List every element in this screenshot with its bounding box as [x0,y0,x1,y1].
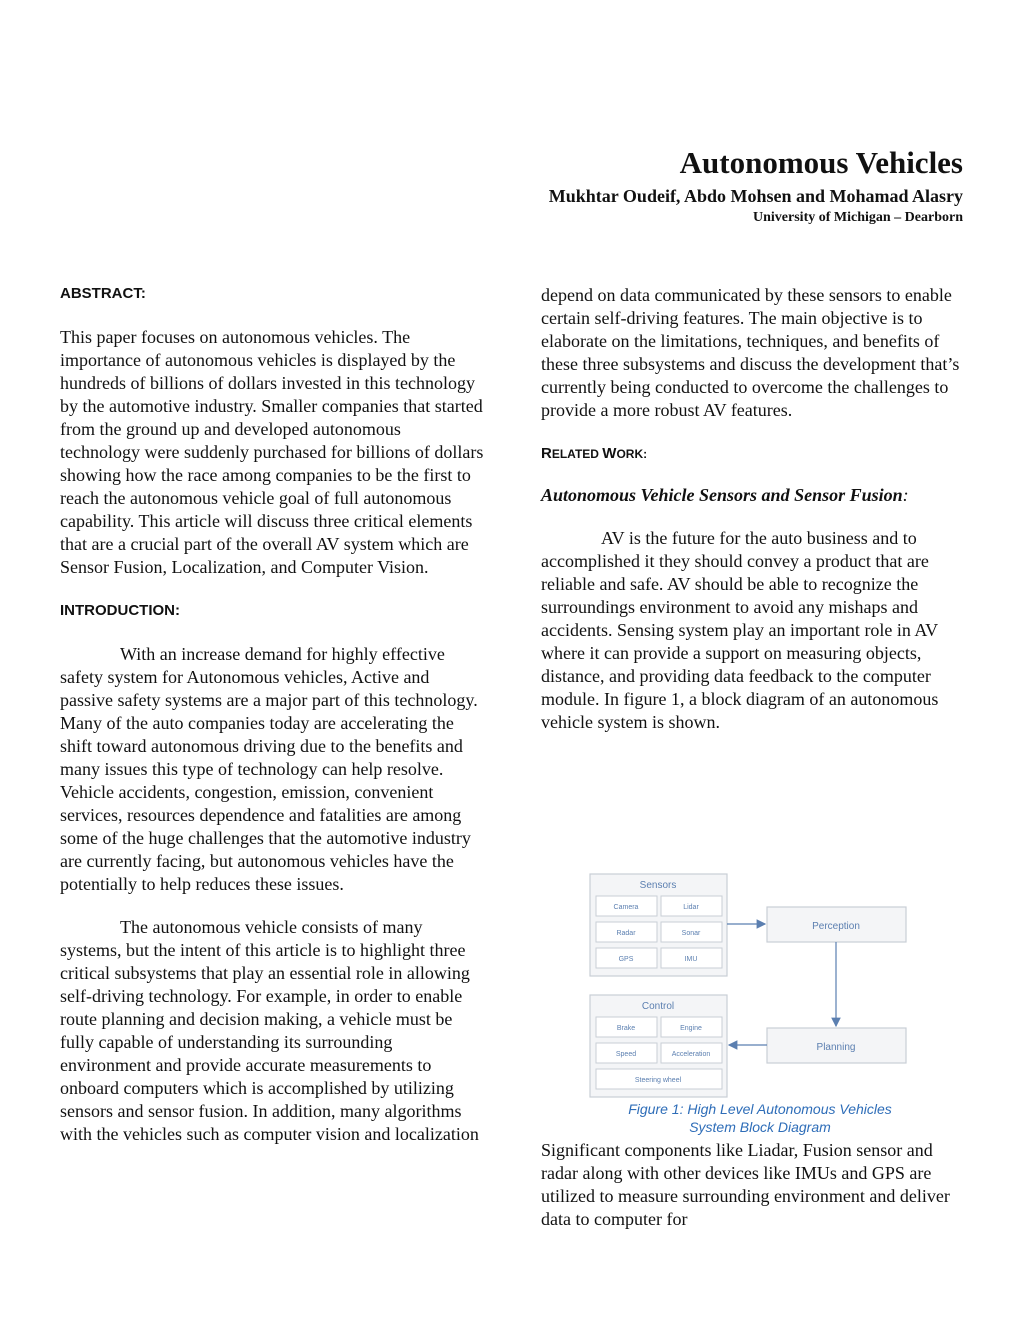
introduction-heading: INTRODUCTION: [60,602,180,619]
sensor-label-lidar: Lidar [683,904,699,911]
control-label-acceleration: Acceleration [671,1051,711,1058]
control-label-steering-wheel: Steering wheel [634,1077,682,1084]
figure-caption-line-2: System Block Diagram [689,1119,831,1135]
right-column [541,284,966,734]
sensors-group-title: Sensors [639,880,677,891]
figure-caption-line-1: Figure 1: High Level Autonomous Vehicles [628,1101,892,1117]
sensor-fusion-subheading: Autonomous Vehicle Sensors and Sensor Fusion: [541,485,909,505]
paper-affiliation: University of Michigan – Dearborn [753,210,963,225]
paper-title: Autonomous Vehicles [679,145,963,180]
control-group-title: Control [641,1001,675,1012]
perception-label: Perception [812,921,860,932]
sensor-label-radar: Radar [616,930,636,937]
control-label-brake: Brake [616,1025,636,1032]
sensor-label-imu: IMU [684,956,698,963]
related-work-paragraph-1: AV is the future for the auto business and to accomplished it they should convey a product that are reliable and safe. AV should be able to recognize the surroundings environment to avoid any mishaps and accidents. Sensing system play an important role in AV where it can provide a support on measuring objects, distance, and providing data feedback to the computer module. In figure 1, a block diagram of an autonomous vehicle system is shown. [541,528,939,732]
control-label-engine: Engine [680,1025,702,1032]
sensor-label-sonar: Sonar [681,930,701,937]
introduction-paragraph-2: The autonomous vehicle consists of many systems, but the intent of this article is to highlight three critical subsystems that play an essential role in allowing self-driving technology. For example, in order to enable route planning and decision making, a vehicle must be fully capable of understanding its surrounding environment and provide accurate measurements to onboard computers which is accomplished by utilizing sensors and sensor fusion. In addition, many algorithms with the vehicles such as computer vision and localization [60,917,479,1144]
sensor-label-gps: GPS [618,956,634,963]
related-work-heading: RELATED WORK: [541,445,648,462]
paper-authors: Mukhtar Oudeif, Abdo Mohsen and Mohamad Alasry [548,186,963,206]
planning-label: Planning [816,1042,856,1053]
figure-1-caption [606,1100,914,1136]
abstract-heading: ABSTRACT: [60,285,146,302]
abstract-text: This paper focuses on autonomous vehicles. The importance of autonomous vehicles is displayed by the hundreds of billions of dollars invested in this technology by the automotive industry. Smaller companies that started from the ground up and developed autonomous technology were suddenly purchased for billions of dollars showing how the race among companies to be the first to reach the autonomous vehicle goal of full autonomous capability. This article will discuss three critical elements that are a crucial part of the overall AV system which are Sensor Fusion, Localization, and Computer Vision. [60,327,484,577]
left-column [60,284,485,1146]
introduction-paragraph-2-continued: depend on data communicated by these sensors to enable certain self-driving features. The main objective is to elaborate on the limitations, techniques, and benefits of these three subsystems and discuss the development that’s currently being conducted to overcome the challenges to provide a more robust AV features. [541,285,960,420]
figure-1-block-diagram [586,870,916,1100]
paper-header [549,143,963,227]
related-work-paragraph-2: Significant components like Liadar, Fusion sensor and radar along with other devices like IMUs and GPS are utilized to measure surrounding environment and deliver data to computer for [541,1140,950,1229]
control-label-speed: Speed [615,1051,637,1058]
sensor-label-camera: Camera [613,904,639,911]
introduction-paragraph-1: With an increase demand for highly effective safety system for Autonomous vehicles, Active and passive safety systems are a major part of this technology. Many of the auto companies today are accelerating the shift toward autonomous driving due to the benefits and many issues this type of technology can help resolve. Vehicle accidents, congestion, emission, convenient services, resources dependence and fatalities are among some of the huge challenges that the automotive industry are currently facing, but autonomous vehicles have the potentially to help reduces these issues. [60,644,478,894]
